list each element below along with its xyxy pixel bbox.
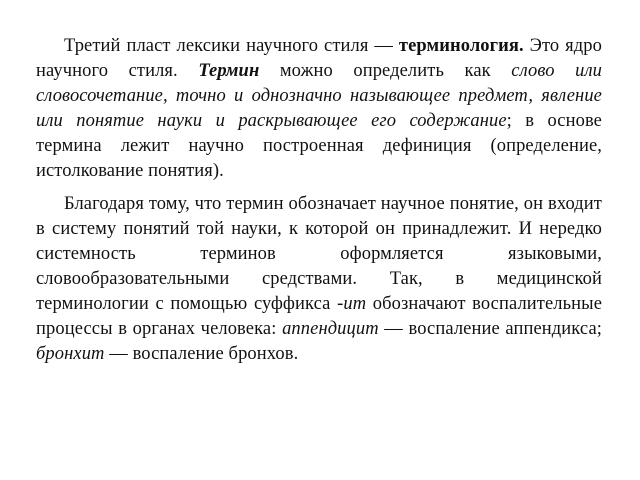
text-segment: — воспаление аппендикса; <box>378 319 602 339</box>
term-definition: слово или словосочетание, точно и однозначно называющее предмет, явление или понятие науки и раскрывающее его содержание <box>36 61 602 131</box>
paragraph-term-system <box>36 192 602 367</box>
text-segment: обозначают воспалительные процессы в органах человека: <box>36 294 602 339</box>
text-segment: Благодаря тому, что термин обозначает научное понятие, он входит в систему понятий той науки, к которой он принадлежит. И нередко системность терминов оформляется языковыми, словообразовательными средствами. Так, в медицинской терминологии с помощью суффикса - <box>36 194 602 314</box>
text-segment: Третий пласт лексики научного стиля — <box>64 36 399 56</box>
text-segment: ; в основе термина лежит научно построенная дефиниция (определение, истолкование понятия). <box>36 111 602 181</box>
text-segment: — воспаление бронхов. <box>104 344 299 364</box>
term-terminology: терминология. <box>398 36 524 56</box>
suffix-it: ит <box>343 294 367 314</box>
paragraph-terminology <box>36 34 602 184</box>
term-termin: Термин <box>198 61 260 81</box>
example-appendicitis: аппендицит <box>282 319 379 339</box>
text-segment: можно определить как <box>259 61 512 81</box>
example-bronchitis: бронхит <box>36 344 105 364</box>
text-segment: Это ядро научного стиля. <box>36 36 602 81</box>
